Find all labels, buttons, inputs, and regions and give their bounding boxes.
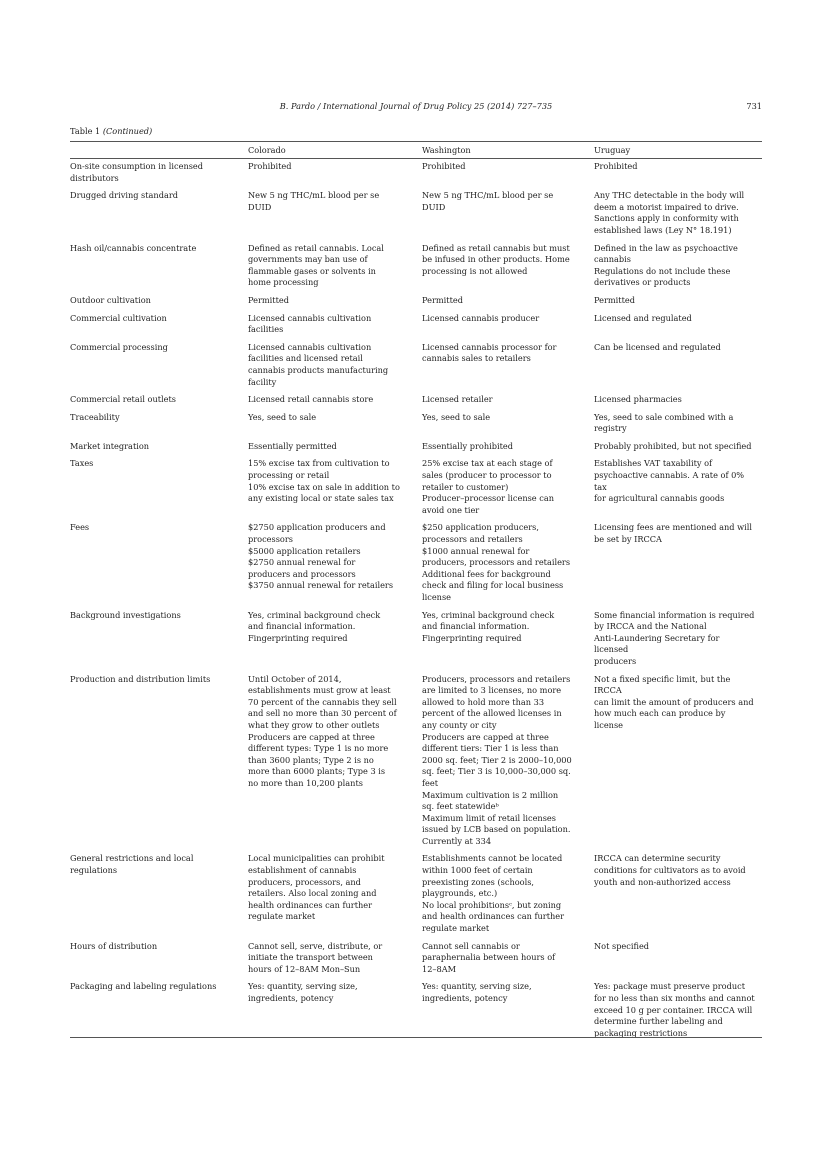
cell-washington: $250 application producers, processors and retailers $1000 annual renewal for producers, processors and retailers Additional fees for background check and filing for local business license xyxy=(422,522,571,602)
cell-uruguay: IRCCA can determine security conditions for cultivators as to avoid youth and non-authorized access xyxy=(594,853,746,887)
cell-colorado: Essentially permitted xyxy=(248,440,337,451)
cell-uruguay: Licensed and regulated xyxy=(594,312,692,323)
table-row xyxy=(70,458,762,522)
table-caption xyxy=(70,126,152,136)
table-row xyxy=(70,941,762,982)
cell-uruguay: Not specified xyxy=(594,940,650,951)
cell-washington: Cannot sell cannabis or paraphernalia between hours of 12–8AM xyxy=(422,940,556,974)
row-label: Commercial processing xyxy=(70,341,168,352)
cell-uruguay: Yes: package must preserve product for no less than six months and cannot exceed 10 g per container. IRCCA will determine further labeling and packaging restrictions xyxy=(594,981,755,1038)
row-label: Commercial retail outlets xyxy=(70,394,177,405)
cell-uruguay: Any THC detectable in the body will deem a motorist impaired to drive. Sanctions apply in conformity with established laws (Ley N° 18.191) xyxy=(594,190,745,235)
cell-uruguay: Can be licensed and regulated xyxy=(594,341,721,352)
cell-colorado: Local municipalities can prohibit establishment of cannabis producers, processors, and retailers. Also local zoning and health ordinances can further regulate market xyxy=(248,853,385,922)
cell-washington: Yes, criminal background check and financial information. Fingerprinting required xyxy=(422,609,555,643)
page-header xyxy=(70,101,762,115)
table-row xyxy=(70,853,762,940)
table-number: Table 1 xyxy=(70,126,101,136)
row-label: Production and distribution limits xyxy=(70,673,211,684)
table-row xyxy=(70,190,762,242)
cell-uruguay: Establishes VAT taxability of psychoactive cannabis. A rate of 0% tax for agricultural cannabis goods xyxy=(594,458,745,504)
table-row xyxy=(70,441,762,459)
comparison-table xyxy=(70,161,762,1045)
cell-uruguay: Licensed pharmacies xyxy=(594,394,682,405)
cell-colorado: $2750 application producers and processors $5000 application retailers $2750 annual renewal for producers and processors $3750 annual renewal for retailers xyxy=(248,522,394,591)
table-row xyxy=(70,295,762,313)
table-row xyxy=(70,522,762,609)
table-row xyxy=(70,313,762,342)
row-label: Outdoor cultivation xyxy=(70,294,151,305)
cell-washington: Licensed retailer xyxy=(422,394,493,405)
cell-colorado: Defined as retail cannabis. Local governments may ban use of flammable gases or solvents in home processing xyxy=(248,242,384,288)
table-row xyxy=(70,394,762,412)
row-label: Commercial cultivation xyxy=(70,312,167,323)
column-header-uruguay: Uruguay xyxy=(594,145,631,155)
cell-colorado: Yes, criminal background check and financial information. Fingerprinting required xyxy=(248,609,381,643)
cell-washington: Yes, seed to sale xyxy=(422,411,491,422)
cell-washington: Licensed cannabis producer xyxy=(422,312,540,323)
table-body xyxy=(70,161,762,1045)
table-header-row xyxy=(70,145,762,157)
table-row xyxy=(70,674,762,854)
cell-washington: Defined as retail cannabis but must be infused in other products. Home processing is not allowed xyxy=(422,242,570,276)
row-label: Taxes xyxy=(70,458,94,469)
cell-washington: Establishments cannot be located within 1000 feet of certain preexisting zones (schools, playgrounds, etc.) No local prohibitionsᶜ, but zoning and health ordinances can further regulate market xyxy=(422,853,565,934)
column-header-washington: Washington xyxy=(422,145,471,155)
cell-uruguay: Yes, seed to sale combined with a registry xyxy=(594,411,734,434)
journal-citation: B. Pardo / International Journal of Drug Policy 25 (2014) 727–735 xyxy=(279,101,553,111)
cell-washington: Permitted xyxy=(422,294,463,305)
table-bottom-rule xyxy=(70,1037,762,1038)
row-label: Drugged driving standard xyxy=(70,190,178,201)
table-top-rule xyxy=(70,141,762,142)
cell-colorado: Licensed cannabis cultivation facilities xyxy=(248,312,372,335)
cell-washington: Prohibited xyxy=(422,161,466,171)
cell-uruguay: Permitted xyxy=(594,294,635,305)
row-label: On-site consumption in licensed distributors xyxy=(70,161,204,183)
cell-washington: New 5 ng THC/mL blood per se DUID xyxy=(422,190,554,212)
table-row xyxy=(70,243,762,295)
cell-uruguay: Not a fixed specific limit, but the IRCCA can limit the amount of producers and how much each can produce by license xyxy=(594,673,754,730)
cell-uruguay: Probably prohibited, but not specified xyxy=(594,440,752,451)
row-label: Fees xyxy=(70,522,90,533)
cell-washington: Licensed cannabis processor for cannabis sales to retailers xyxy=(422,341,557,364)
row-label: Hours of distribution xyxy=(70,940,158,951)
table-row xyxy=(70,342,762,394)
cell-washington: Essentially prohibited xyxy=(422,440,513,451)
cell-colorado: Yes, seed to sale xyxy=(248,411,317,422)
cell-uruguay: Licensing fees are mentioned and will be set by IRCCA xyxy=(594,522,753,545)
cell-colorado: New 5 ng THC/mL blood per se DUID xyxy=(248,190,380,212)
row-label: Background investigations xyxy=(70,609,181,620)
cell-colorado: Licensed retail cannabis store xyxy=(248,394,374,405)
table-continued-note: (Continued) xyxy=(102,126,153,136)
column-header-colorado: Colorado xyxy=(248,145,286,155)
cell-colorado: Cannot sell, serve, distribute, or initiate the transport between hours of 12–8AM Mon–Sun xyxy=(248,940,383,974)
cell-colorado: Until October of 2014, establishments must grow at least 70 percent of the cannabis they sell and sell no more than 30 percent of what they grow to other outlets Producers are capped at three different types: Type 1 is no more than 3600 plants; Type 2 is no more than 6000 plants; Type 3 is no more than 10,200 plants xyxy=(248,673,397,788)
cell-colorado: Yes: quantity, serving size, ingredients, potency xyxy=(248,981,358,1003)
table-row xyxy=(70,610,762,674)
cell-uruguay: Some financial information is required by IRCCA and the National Anti-Laundering Secretary for licensed producers xyxy=(594,609,755,666)
cell-washington: Producers, processors and retailers are limited to 3 licenses, no more allowed to hold more than 33 percent of the allowed licenses in any county or city Producers are capped at three different tiers: Tier 1 is less than 2000 sq. feet; Tier 2 is 2000–10,000 sq. feet; Tier 3 is 10,000–30,000 sq. feet Maximum cultivation is 2 million sq. feet statewideᵇ Maximum limit of retail licenses issued by LCB based on population. Currently at 334 xyxy=(422,673,572,846)
table-row xyxy=(70,161,762,190)
cell-uruguay: Defined in the law as psychoactive cannabis Regulations do not include these derivatives or products xyxy=(594,242,738,288)
row-label: Hash oil/cannabis concentrate xyxy=(70,242,197,253)
row-label: General restrictions and local regulations xyxy=(70,853,194,876)
page-number: 731 xyxy=(746,101,762,111)
row-label: Market integration xyxy=(70,440,150,451)
cell-colorado: Permitted xyxy=(248,294,289,305)
table-header-rule xyxy=(70,158,762,159)
table-row xyxy=(70,981,762,1045)
cell-washington: Yes: quantity, serving size, ingredients, potency xyxy=(422,981,532,1003)
row-label: Packaging and labeling regulations xyxy=(70,981,217,992)
cell-colorado: 15% excise tax from cultivation to processing or retail 10% excise tax on sale in addition to any existing local or state sales tax xyxy=(248,458,400,504)
cell-colorado: Prohibited xyxy=(248,161,292,171)
cell-colorado: Licensed cannabis cultivation facilities and licensed retail cannabis products manufacturing facility xyxy=(248,341,389,387)
row-label: Traceability xyxy=(70,411,120,422)
table-row xyxy=(70,412,762,441)
cell-washington: 25% excise tax at each stage of sales (producer to processor to retailer to customer) Producer–processor license can avoid one tier xyxy=(422,458,554,515)
cell-uruguay: Prohibited xyxy=(594,161,638,171)
